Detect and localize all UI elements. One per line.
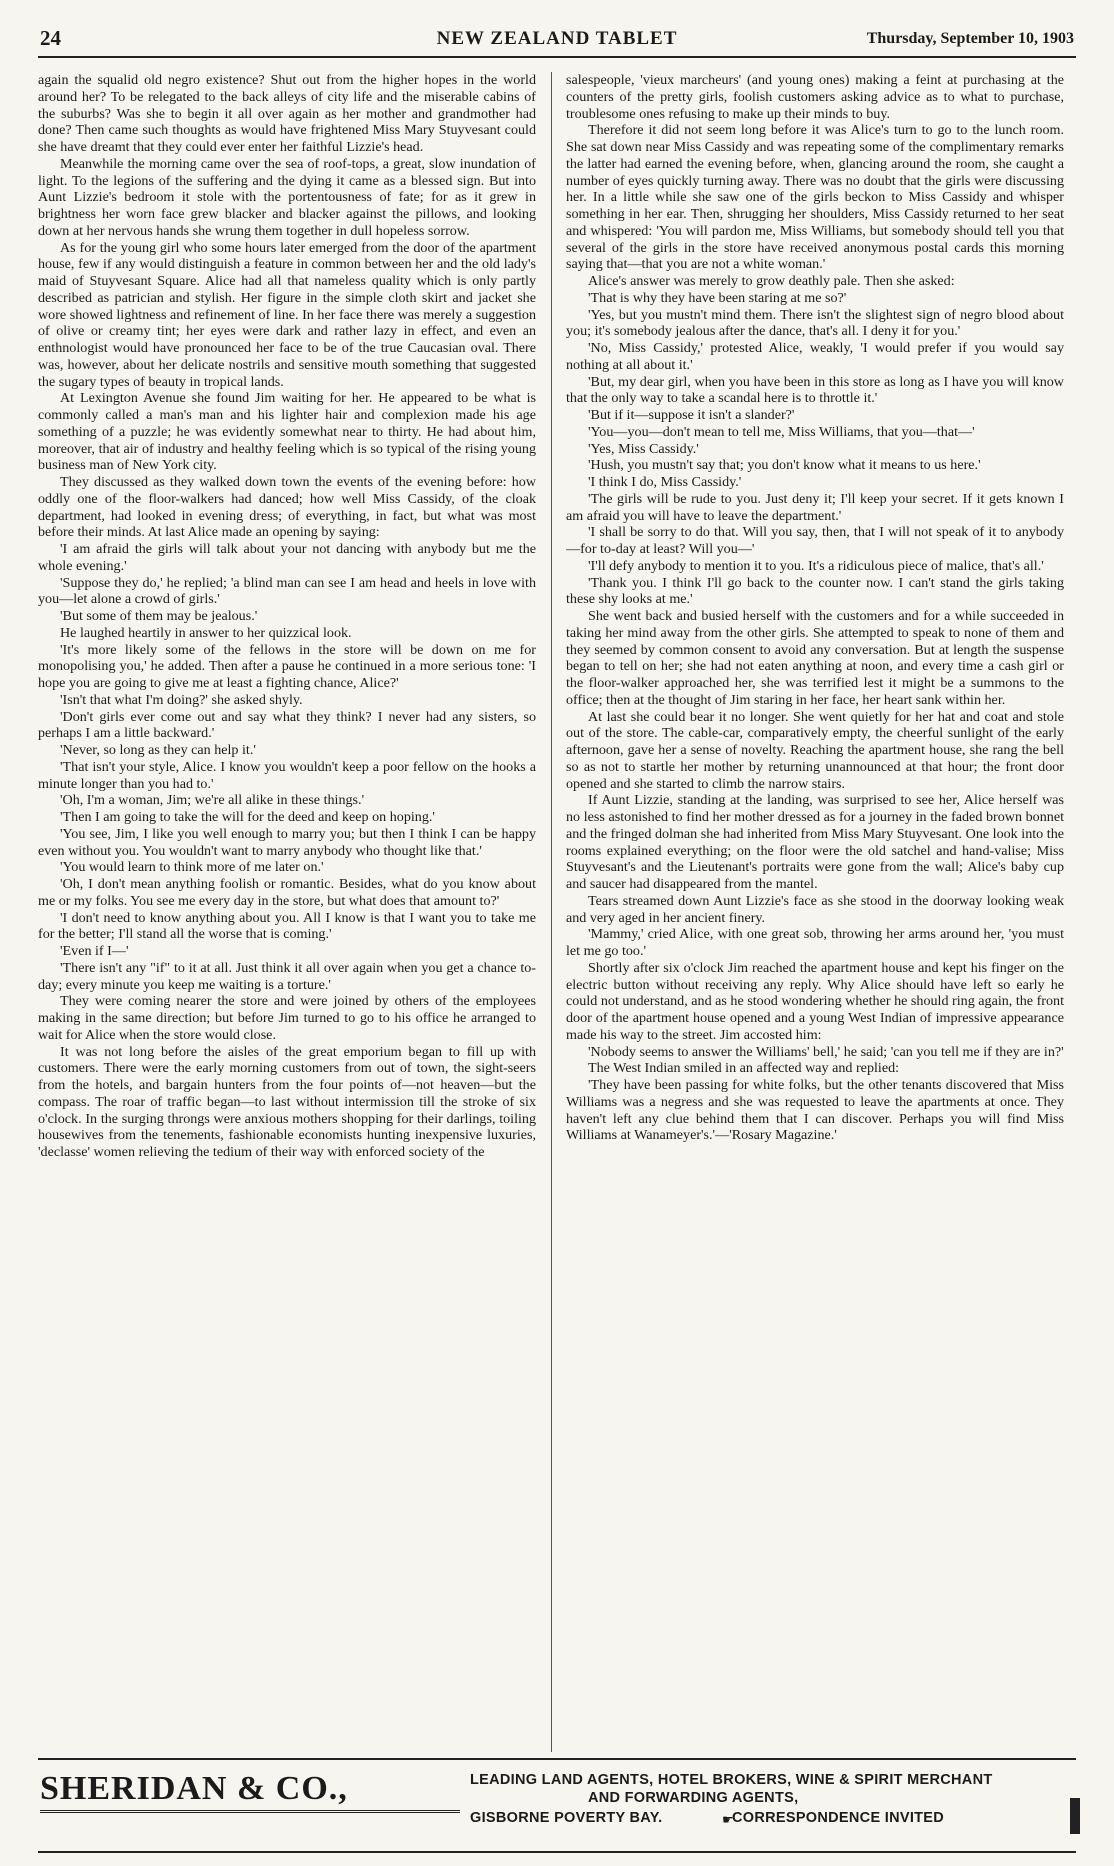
article-paragraph: As for the young girl who some hours later emerged from the door of the apartment house, few if any would distinguish a feature in common between her and the old lady's maid of Stuyvesant Square. Alice had all that nameless quality which is only partly described as patrician and stylish. Her figure in the simple cloth skirt and jacket she wore showed lightness and refinement of line. In her face there was merely a suggestion of olive or creamy tint; her eyes were dark and rather lazy in effect, and even an enthnologist would have pronounced her face to be of the true Caucasian oval. There was, however, about her delicate nostrils and sensitive mouth something that suggested the sugary types of beauty in tropical lands. xyxy=(38,239,536,390)
page-number: 24 xyxy=(40,26,61,50)
pointing-hand-icon: ☛ xyxy=(722,1812,734,1827)
article-paragraph: 'I don't need to know anything about you. All I know is that I want you to take me for the better; I'll stand all the worse that is coming.' xyxy=(38,909,536,943)
page-header xyxy=(38,20,1076,58)
article-paragraph: 'The girls will be rude to you. Just deny it; I'll keep your secret. If it gets known I am afraid you will have to leave the department.' xyxy=(566,490,1064,524)
article-paragraph: 'I shall be sorry to do that. Will you say, then, that I will not speak of it to anybody—for to-day at least? Will you—' xyxy=(566,524,1064,557)
left-column xyxy=(38,72,536,1754)
article-paragraph: Shortly after six o'clock Jim reached the apartment house and kept his finger on the electric button without receiving any reply. Why Alice should have left so early he could not understand, and as he stood wondering whether he should ring again, the front door of the apartment house opened and a young West Indian of impressive appearance made his way to the street. Jim accosted him: xyxy=(566,959,1064,1043)
article-paragraph: 'That is why they have been staring at me so?' xyxy=(588,289,847,306)
article-paragraph: He laughed heartily in answer to her quizzical look. xyxy=(60,624,352,641)
article-paragraph: Therefore it did not seem long before it was Alice's turn to go to the lunch room. She sat down near Miss Cassidy and was repeating some of the complimentary remarks the latter had earned the evening before, when, glancing around the room, she caught a number of eyes quickly turning away. There was no doubt that the girls were discussing her. In a little while she saw one of the girls beckon to Miss Cassidy and whisper something in her ear. Then, shrugging her shoulders, Miss Cassidy returned to her seat and whispered: 'You will pardon me, Miss Williams, but somebody should tell you that several of the girls in the store have received anonymous postal cards this morning saying that—that you are not a white woman.' xyxy=(566,122,1064,273)
article-paragraph: 'Never, so long as they can help it.' xyxy=(60,742,256,758)
article-paragraph: salespeople, 'vieux marcheurs' (and young ones) making a feint at purchasing at the counters of the pretty girls, foolish customers asking advice as to what to purchase, troublesome ones refusing to make up their minds to buy. xyxy=(566,72,1064,122)
article-paragraph: Tears streamed down Aunt Lizzie's face as she stood in the doorway looking weak and very aged in her ancient finery. xyxy=(566,892,1064,926)
article-paragraph: 'There isn't any "if" to it at all. Just think it all over again when you get a chance to-day; every minute you keep me waiting is a torture.' xyxy=(38,959,536,993)
issue-date: Thursday, September 10, 1903 xyxy=(866,30,1074,47)
article-paragraph: Meanwhile the morning came over the sea of roof-tops, a great, slow inundation of light. To the legions of the suffering and the dying it came as a blessed sign. But into Aunt Lizzie's bedroom it stole with the portentousness of fate; for as it grew in brightness her worn face grew blacker and blacker against the pillows, and looking down at her nervous hands she wrung them together in dull hopeless sorrow. xyxy=(38,155,536,239)
article-paragraph: 'But some of them may be jealous.' xyxy=(60,608,258,624)
article-paragraph: If Aunt Lizzie, standing at the landing, was surprised to see her, Alice herself was no less astonished to find her mother dressed as for a journey in the faded brown bonnet and the fringed dolman she had inherited from Miss Mary Stuyvesant. One look into the rooms explained everything; on the floor were the old satchel and hand-valise; Miss Stuyvesant's and the Lieutenant's portraits were gone from the wall; Alice's baby cup and saucer had disappeared from the mantel. xyxy=(566,792,1064,892)
advert-line-4: CORRESPONDENCE INVITED xyxy=(732,1810,945,1826)
article-paragraph: again the squalid old negro existence? Shut out from the higher hopes in the world around her? To be relegated to the back alleys of city life and the miserable cabins of the suburbs? Was she to begin it all over again as her mother and grandmother had done? Then came such thoughts as would have frightened Miss Mary Stuyvesant could she have dreamt that they could ever enter her faithful Lizzie's head. xyxy=(38,72,536,155)
column-rule xyxy=(551,72,552,1752)
article-paragraph: 'You see, Jim, I like you well enough to marry you; but then I think I can be happy even without you. You wouldn't want to marry anybody who thought like that.' xyxy=(38,825,536,859)
article-paragraph: 'You would learn to think more of me later on.' xyxy=(60,859,324,876)
article-paragraph: 'Then I am going to take the will for the deed and keep on hoping.' xyxy=(60,809,435,825)
article-paragraph: 'Hush, you mustn't say that; you don't know what it means to us here.' xyxy=(588,457,981,474)
article-paragraph: 'They have been passing for white folks, but the other tenants discovered that Miss Williams was a negress and she was requested to leave the apartments at once. They haven't left any clue behind them that I can discover. Perhaps you will find Miss Williams at Wanameyer's.'—'Rosary Magazine.' xyxy=(566,1077,1064,1144)
article-paragraph: 'It's more likely some of the fellows in the store will be down on me for monopolising you,' he added. Then after a pause he continued in a more serious tone: 'I hope you are going to give me at least a fighting chance, Alice?' xyxy=(38,641,536,691)
article-paragraph: They were coming nearer the store and were joined by others of the employees making in the same direction; but before Jim turned to go to his office he arranged to wait for Alice when the store would close. xyxy=(38,993,536,1043)
article-paragraph: It was not long before the aisles of the great emporium began to fill up with customers. There were the early morning customers from out of town, the sight-seers from the hotels, and bargain hunters from the four points of—not heaven—but the compass. The roar of traffic began—to last without intermission till the stroke of six o'clock. In the surging throngs were anxious mothers shopping for their darlings, toiling housewives from the tenements, fashionable economists hunting inexpensive luxuries, 'declasse' women relieving the tedium of their way with enforced society of the xyxy=(38,1043,536,1160)
article-paragraph: 'That isn't your style, Alice. I know you wouldn't keep a poor fellow on the hooks a minute longer than you had to.' xyxy=(38,758,536,792)
advert-line-2: AND FORWARDING AGENTS, xyxy=(588,1790,799,1806)
advert-line-1: LEADING LAND AGENTS, HOTEL BROKERS, WINE & SPIRIT MERCHANT xyxy=(470,1772,993,1788)
article-paragraph: 'Don't girls ever come out and say what they think? I never had any sisters, so perhaps I am a little backward.' xyxy=(38,708,536,742)
article-paragraph: 'Oh, I don't mean anything foolish or romantic. Besides, what do you know about me or my folks. You see me every day in the store, but what does that amount to?' xyxy=(38,876,536,909)
margin-mark xyxy=(1070,1798,1080,1834)
publication-title: NEW ZEALAND TABLET xyxy=(436,28,678,49)
article-paragraph: At Lexington Avenue she found Jim waiting for her. He appeared to be what is commonly called a man's man and his lighter hair and complexion made his age something of a puzzle; he was evidently somewhat near to thirty. He had about him, moreover, that air of industry and healthy feeling which is so typical of the rising young business man of New York city. xyxy=(38,390,536,474)
article-paragraph: 'I think I do, Miss Cassidy.' xyxy=(588,474,742,490)
article-paragraph: Alice's answer was merely to grow deathly pale. Then she asked: xyxy=(588,273,955,289)
article-paragraph: 'Yes, Miss Cassidy.' xyxy=(588,440,699,457)
article-paragraph: 'Even if I—' xyxy=(60,943,129,959)
advert-rule-bottom xyxy=(38,1851,1076,1853)
article-paragraph: 'Oh, I'm a woman, Jim; we're all alike in these things.' xyxy=(60,792,365,809)
article-paragraph: 'But, my dear girl, when you have been in this store as long as I have you will know that the only way to take a scandal here is to throttle it.' xyxy=(566,373,1064,407)
article-paragraph: She went back and busied herself with the customers and for a while succeeded in taking her mind away from the other girls. She attempted to speak to none of them and they seemed by common consent to avoid any conversation. But at length the suspense began to tell on her; she had not eaten anything at noon, and every time a cash girl or the floor-walker approached her, she was terrified lest it might be a summons to the office; then at the thought of Jim staring in her face, her heart sank within her. xyxy=(566,608,1064,708)
article-paragraph: They discussed as they walked down town the events of the evening before: how oddly one of the floor-walkers had danced; how well Miss Cassidy, of the cloak department, had looked in evening dress; of everything, in fact, but what was most before their minds. At last Alice made an opening by saying: xyxy=(38,474,536,541)
advert-line-3: GISBORNE POVERTY BAY. xyxy=(470,1810,663,1826)
article-paragraph: 'But if it—suppose it isn't a slander?' xyxy=(588,407,795,423)
article-paragraph: 'I'll defy anybody to mention it to you. It's a ridiculous piece of malice, that's all.' xyxy=(588,557,1044,574)
article-paragraph: 'You—you—don't mean to tell me, Miss Williams, that you—that—' xyxy=(588,423,975,440)
article-paragraph: 'I am afraid the girls will talk about your not dancing with anybody but me the whole evening.' xyxy=(38,541,536,574)
article-paragraph: 'Mammy,' cried Alice, with one great sob, throwing her arms around her, 'you must let me go too.' xyxy=(566,926,1064,959)
advert-business-name: SHERIDAN & CO., xyxy=(40,1770,460,1813)
article-paragraph: At last she could bear it no longer. She went quietly for her hat and coat and stole out of the store. The cable-car, comparatively empty, the cheerful sunlight of the early afternoon, gave her a sense of novelty. Reaching the apartment house, she rang the bell so as not to startle her mother by returning unannounced at that hour; the front door opened and she started to climb the narrow stairs. xyxy=(566,708,1064,792)
advert-rule-top xyxy=(38,1758,1076,1760)
article-paragraph: 'Nobody seems to answer the Williams' bell,' he said; 'can you tell me if they are in?' xyxy=(588,1043,1064,1060)
article-paragraph: 'Yes, but you mustn't mind them. There isn't the slightest sign of negro blood about you; it's somebody jealous after the dance, that's all. I deny it for you.' xyxy=(566,306,1064,340)
article-paragraph: 'Isn't that what I'm doing?' she asked shyly. xyxy=(60,691,303,708)
article-paragraph: 'Suppose they do,' he replied; 'a blind man can see I am head and heels in love with you—let alone a crowd of girls.' xyxy=(38,574,536,608)
right-column xyxy=(566,72,1064,1754)
article-paragraph: 'No, Miss Cassidy,' protested Alice, weakly, 'I would prefer if you would say nothing at all about it.' xyxy=(566,340,1064,373)
article-paragraph: 'Thank you. I think I'll go back to the counter now. I can't stand the girls taking these shy looks at me.' xyxy=(566,574,1064,608)
article-paragraph: The West Indian smiled in an affected way and replied: xyxy=(588,1060,900,1077)
